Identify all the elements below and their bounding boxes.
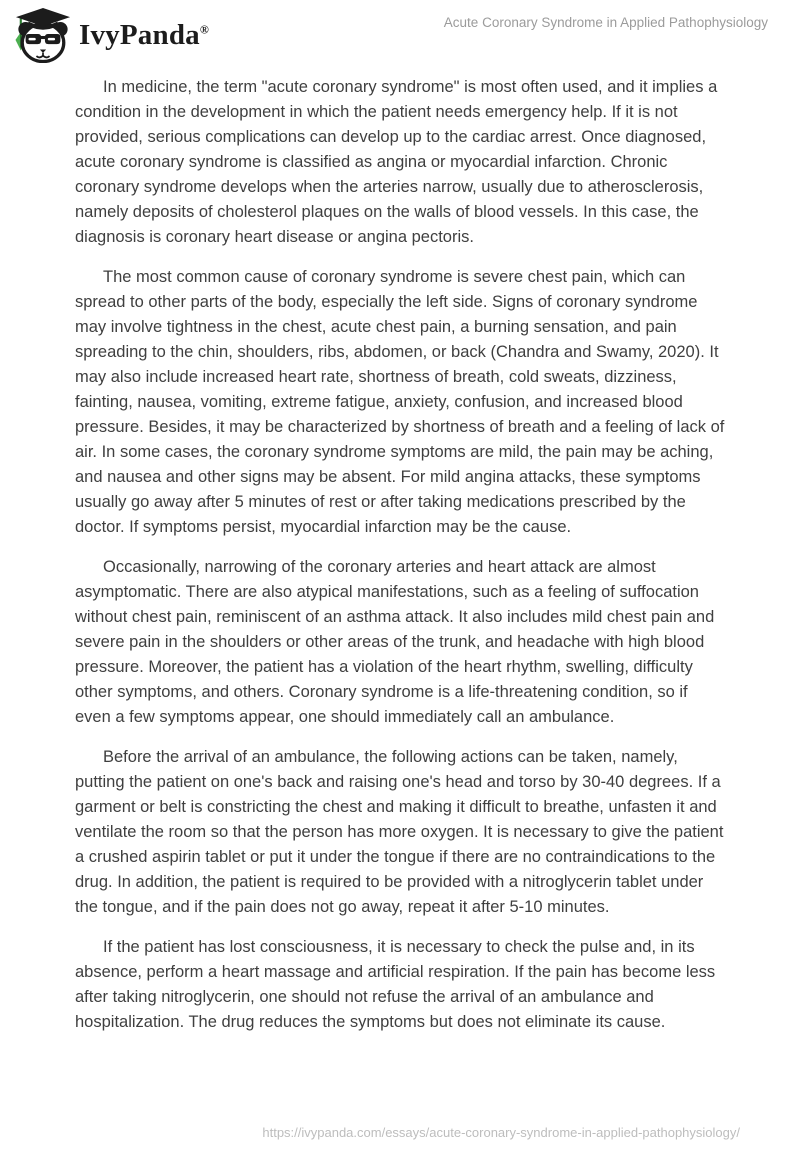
page-header [0, 0, 800, 64]
panda-graduate-icon [14, 7, 72, 63]
essay-paragraph-2: The most common cause of coronary syndrome is severe chest pain, which can spread to other parts of the body, especially the left side. Signs of coronary syndrome may involve tightness in the chest, acute chest pain, a burning sensation, and pain spreading to the chin, shoulders, ribs, abdomen, or back (Chandra and Swamy, 2020). It may also include increased heart rate, shortness of breath, cold sweats, dizziness, fainting, nausea, vomiting, extreme fatigue, anxiety, confusion, and increased blood pressure. Besides, it may be characterized by shortness of breath and a feeling of lack of air. In some cases, the coronary syndrome symptoms are mild, the pain may be aching, and nausea and other signs may be absent. For mild angina attacks, these symptoms usually go away after 5 minutes of rest or after taking medications prescribed by the doctor. If symptoms persist, myocardial infarction may be the cause. [75, 268, 725, 536]
document-title: Acute Coronary Syndrome in Applied Pathophysiology [443, 15, 768, 30]
ivypanda-logo[interactable] [14, 7, 209, 63]
essay-paragraph-4: Before the arrival of an ambulance, the following actions can be taken, namely, putting the patient on one's back and raising one's head and torso by 30-40 degrees. If a garment or belt is constricting the chest and making it difficult to breathe, unfasten it and ventilate the room so that the person has more oxygen. It is necessary to give the patient a crushed aspirin tablet or put it under the tongue if there are no contraindications to the drug. In addition, the patient is required to be provided with a nitroglycerin tablet under the tongue, and if the pain does not go away, repeat it after 5-10 minutes. [75, 748, 724, 916]
page-footer [262, 1124, 740, 1142]
logo-name: IvyPanda [79, 18, 200, 51]
essay-paragraph-1: In medicine, the term "acute coronary syndrome" is most often used, and it implies a condition in the development in which the patient needs emergency help. If it is not provided, serious complications can develop up to the cardiac arrest. Once diagnosed, acute coronary syndrome is classified as angina or myocardial infarction. Chronic coronary syndrome develops when the arteries narrow, usually due to atherosclerosis, namely deposits of cholesterol plaques on the walls of blood vessels. In this case, the diagnosis is coronary heart disease or angina pectoris. [75, 78, 718, 246]
essay-body [75, 64, 725, 1035]
registered-mark: ® [199, 21, 210, 36]
logo-wordmark [79, 19, 209, 52]
essay-paragraph-3: Occasionally, narrowing of the coronary arteries and heart attack are almost asymptomatic. There are also atypical manifestations, such as a feeling of suffocation without chest pain, reminiscent of an asthma attack. It also includes mild chest pain and severe pain in the shoulders or other areas of the trunk, and headache with high blood pressure. Moreover, the patient has a violation of the heart rhythm, swelling, difficulty other symptoms, and others. Coronary syndrome is a life-threatening condition, so if even a few symptoms appear, one should immediately call an ambulance. [75, 558, 715, 726]
essay-paragraph-5: If the patient has lost consciousness, it is necessary to check the pulse and, in its absence, perform a heart massage and artificial respiration. If the pain has become less after taking nitroglycerin, one should not refuse the arrival of an ambulance and hospitalization. The drug reduces the symptoms but does not eliminate its cause. [75, 938, 716, 1031]
source-url-link[interactable]: https://ivypanda.com/essays/acute-coronary-syndrome-in-applied-pathophysiology/ [262, 1125, 740, 1140]
